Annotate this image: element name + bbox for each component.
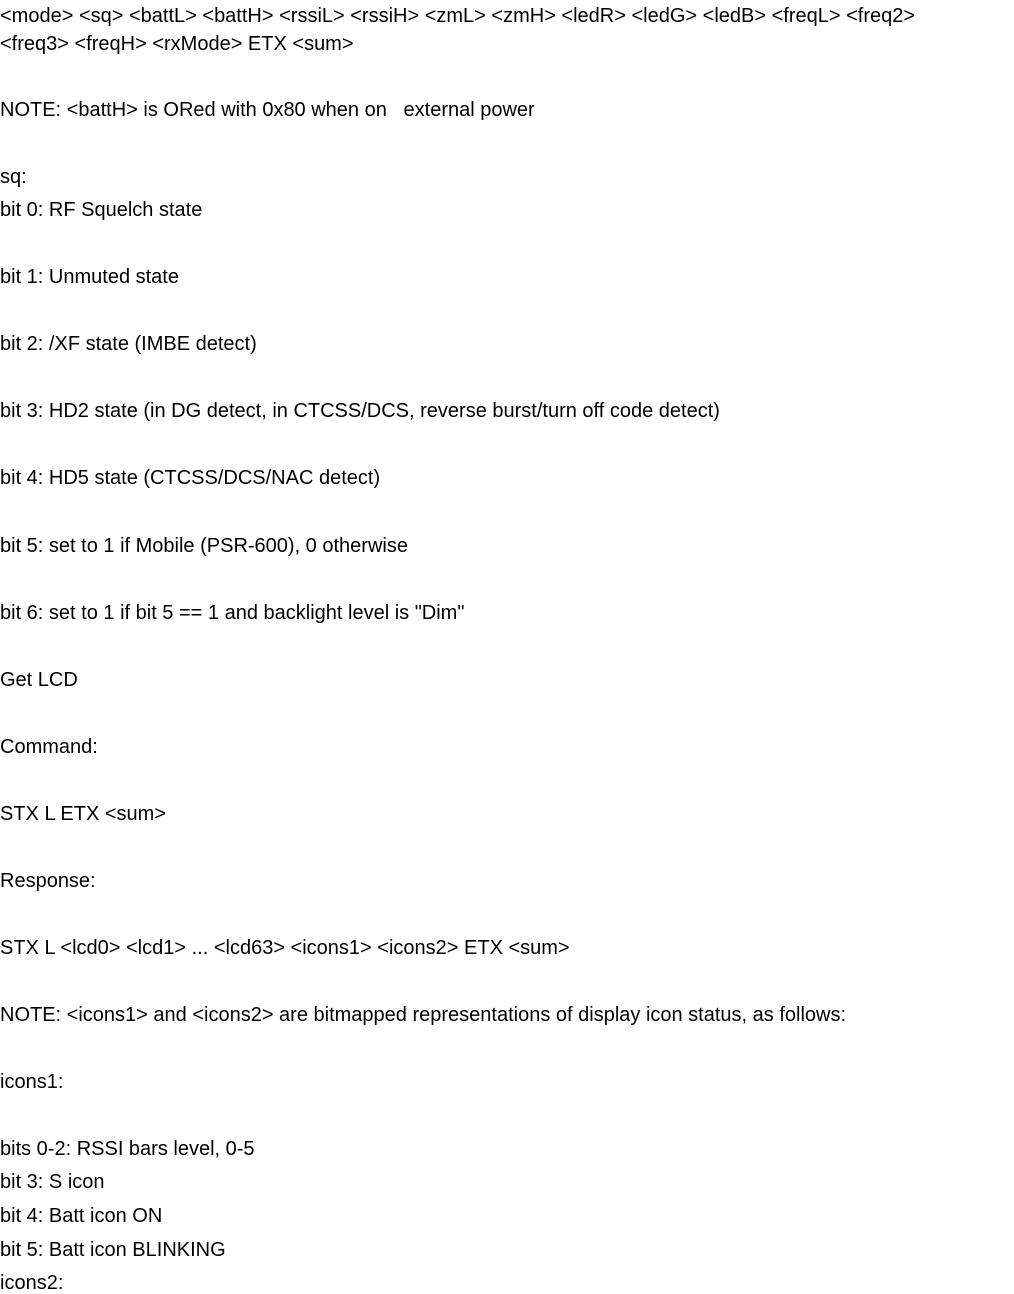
icons1-bits-0-2: bits 0-2: RSSI bars level, 0-5 — [0, 1138, 255, 1160]
response-label: Response: — [0, 870, 96, 892]
command-label: Command: — [0, 736, 98, 758]
icons1-heading: icons1: — [0, 1071, 64, 1093]
sq-bit-6: bit 6: set to 1 if bit 5 == 1 and backlight level is "Dim" — [0, 602, 465, 624]
sq-bit-5: bit 5: set to 1 if Mobile (PSR-600), 0 otherwise — [0, 535, 408, 557]
sq-bit-0: bit 0: RF Squelch state — [0, 199, 203, 221]
get-lcd-heading: Get LCD — [0, 669, 78, 691]
sq-bit-4: bit 4: HD5 state (CTCSS/DCS/NAC detect) — [0, 467, 381, 489]
command-format: STX L ETX <sum> — [0, 803, 166, 825]
response-format-line-2: <freq3> <freqH> <rxMode> ETX <sum> — [0, 33, 354, 55]
response-format: STX L <lcd0> <lcd1> ... <lcd63> <icons1> <icons2> ETX <sum> — [0, 937, 570, 959]
icons1-bit-5: bit 5: Batt icon BLINKING — [0, 1239, 226, 1261]
sq-heading: sq: — [0, 166, 27, 188]
sq-bit-1: bit 1: Unmuted state — [0, 266, 179, 288]
battery-power-note: NOTE: <battH> is ORed with 0x80 when on external power — [0, 99, 535, 121]
response-format-line-1: <mode> <sq> <battL> <battH> <rssiL> <rssiH> <zmL> <zmH> <ledR> <ledG> <ledB> <freqL> <freq2> — [0, 5, 916, 27]
icons-note: NOTE: <icons1> and <icons2> are bitmapped representations of display icon status, as follows: — [0, 1004, 847, 1026]
icons2-heading: icons2: — [0, 1272, 64, 1294]
icons1-bit-3: bit 3: S icon — [0, 1171, 105, 1193]
sq-bit-2: bit 2: /XF state (IMBE detect) — [0, 333, 257, 355]
icons1-bit-4: bit 4: Batt icon ON — [0, 1205, 163, 1227]
sq-bit-3: bit 3: HD2 state (in DG detect, in CTCSS/DCS, reverse burst/turn off code detect) — [0, 400, 720, 422]
